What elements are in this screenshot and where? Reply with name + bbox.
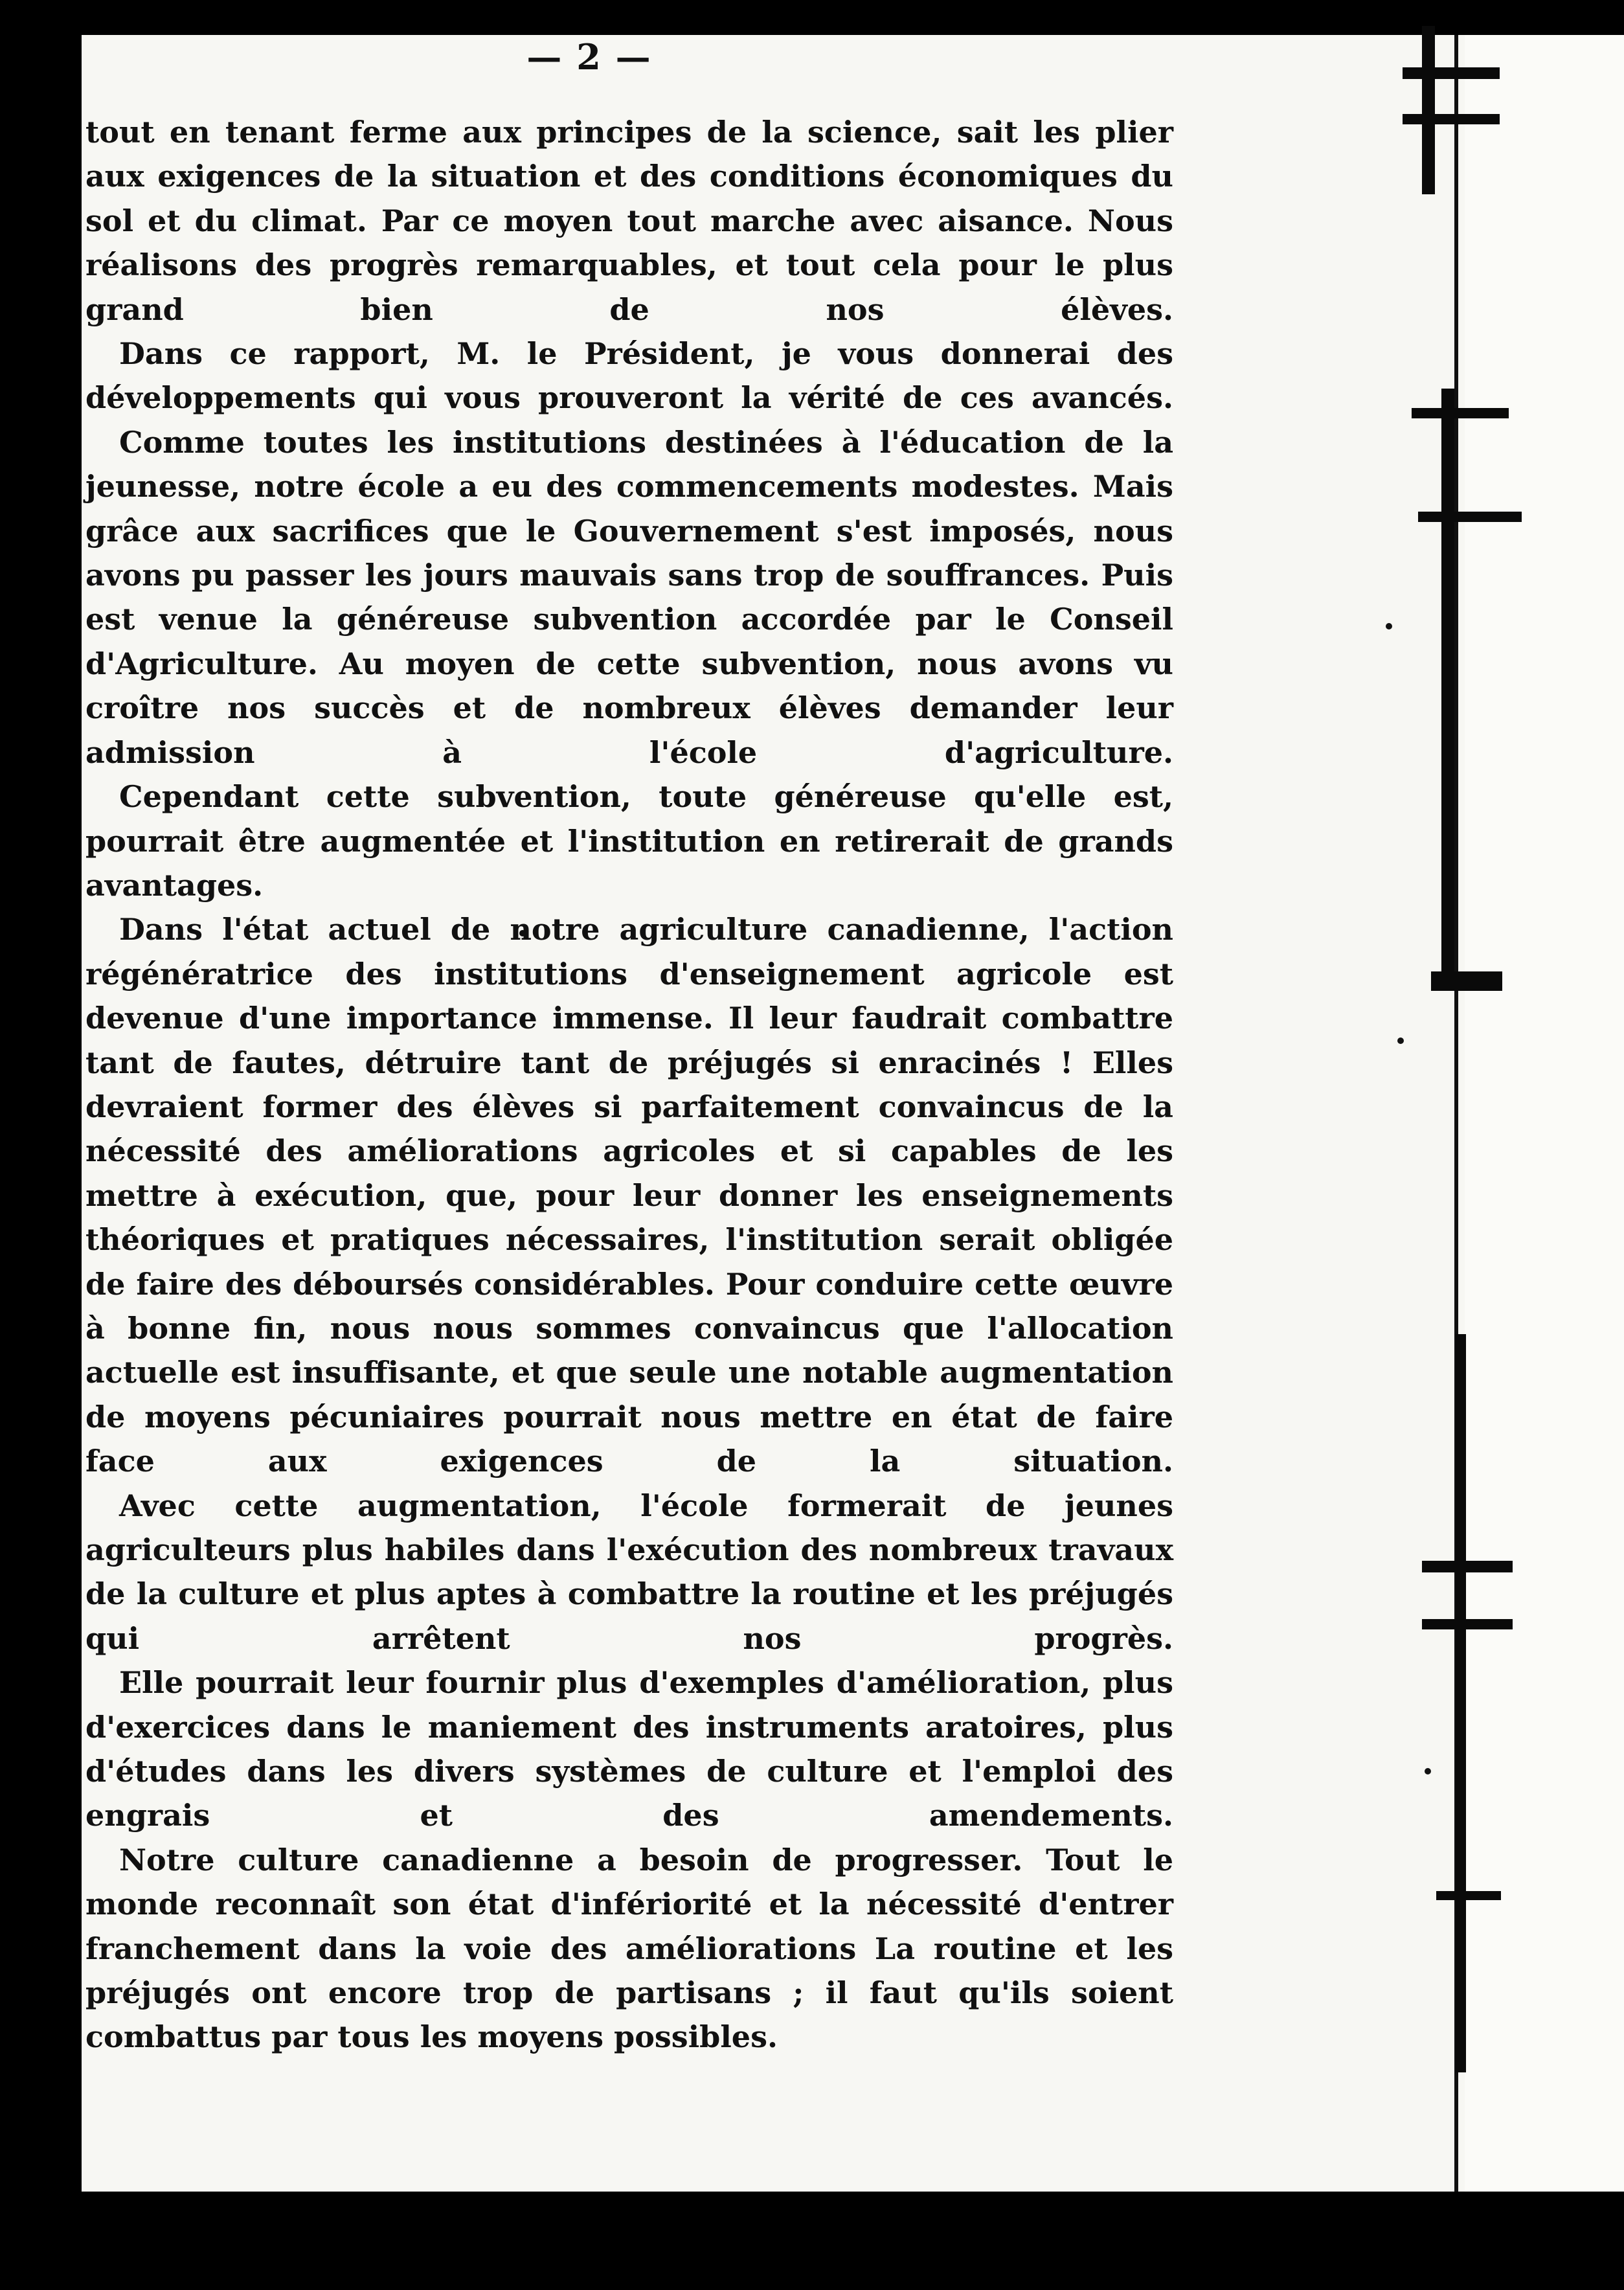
paragraph: Dans ce rapport, M. le Président, je vous donnerai des développements qui vous prouveront la vérité de ces avancés. [85,336,1173,416]
binding-mark [1422,26,1435,194]
binding-mark [1403,114,1500,124]
paragraph: Dans l'état actuel de notre agriculture canadienne, l'action régénératrice des institutions d'enseignement agricole est devenue d'une importance immense. Il leur faudrait combattre tant de fautes, détruire tant de préjugés si enracinés ! Elles devraient former des élèves si parfaitement convaincus de la nécessité des améliorations agricoles et si capables de les mettre à exécution, que, pour leur donner les enseignements théoriques et pratiques nécessaires, l'institution serait obligée de faire des déboursés considérables. Pour conduire cette œuvre à bonne fin, nous nous sommes convaincus que l'allocation actuelle est insuffisante, et que seule une notable augmentation de moyens pécuniaires pourrait nous mettre en état de faire face aux exigences de la situation. [85,912,1173,1479]
binding-mark [1403,67,1500,79]
paragraph: Comme toutes les institutions destinées à l'éducation de la jeunesse, notre école a eu des commencements modestes. Mais grâce aux sacrifices que le Gouvernement s'est imposés, nous avons pu passer les jours mauvais sans trop de souffrances. Puis est venue la généreuse subvention accordée par le Conseil d'Agriculture. Au moyen de cette subvention, nous avons vu croître nos succès et de nombreux élèves demander leur admission à l'école d'agriculture. [85,424,1173,770]
binding-mark [1431,971,1502,991]
body-text [85,110,1173,2059]
paragraph: tout en tenant ferme aux principes de la science, sait les plier aux exigences de la situation et des conditions économiques du sol et du climat. Par ce moyen tout marche avec aisance. Nous réalisons des progrès remarquables, et tout cela pour le plus grand bien de nos élèves. [85,115,1173,327]
binding-mark [1441,389,1454,991]
scan-speck [1425,1768,1431,1774]
paragraph: Notre culture canadienne a besoin de progresser. Tout le monde reconnaît son état d'infériorité et la nécessité d'entrer franchement dans la voie des améliorations La routine et les préjugés ont encore trop de partisans ; il faut qu'ils soient combattus par tous les moyens possibles. [85,1842,1173,2055]
paragraph: Cependant cette subvention, toute généreuse qu'elle est, pourrait être augmentée et l'institution en retirerait de grands avantages. [85,779,1173,903]
binding-mark [1422,1619,1513,1629]
scan-speck [1397,1037,1404,1044]
binding-mark [1436,1891,1501,1900]
binding-mark [1418,512,1522,522]
paragraph: Elle pourrait leur fournir plus d'exemples d'amélioration, plus d'exercices dans le maniement des instruments aratoires, plus d'études dans les divers systèmes de culture et l'emploi des engrais et des amendements. [85,1665,1173,1833]
scan-speck [1386,623,1392,629]
page-fold-margin [1465,35,1624,2192]
binding-mark [1456,1334,1466,2072]
page-number: — 2 — [526,36,652,78]
binding-mark [1422,1561,1513,1572]
binding-mark [1412,408,1509,418]
paragraph: Avec cette augmentation, l'école formerait de jeunes agriculteurs plus habiles dans l'exécution des nombreux travaux de la culture et plus aptes à combattre la routine et les préjugés qui arrêtent nos progrès. [85,1488,1173,1656]
